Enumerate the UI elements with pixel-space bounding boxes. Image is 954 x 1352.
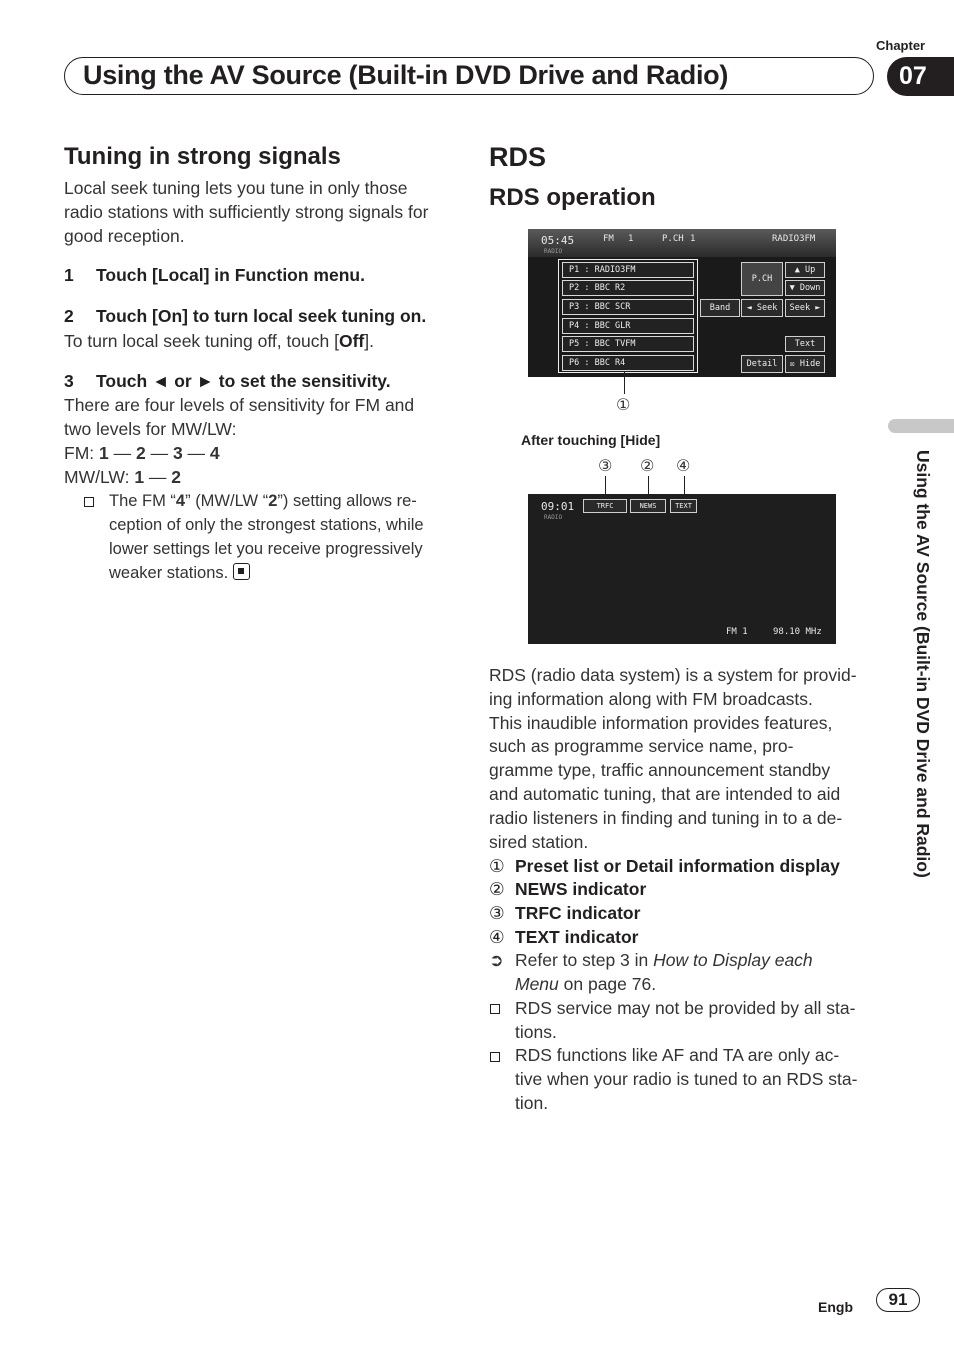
note-line2: ception of only the strongest stations, while <box>109 516 424 534</box>
arrow-icon: ➲ <box>489 950 504 970</box>
text-indicator: TEXT <box>670 499 697 513</box>
step-number: 1 <box>64 265 74 285</box>
level: 2 <box>135 443 146 463</box>
rds-note1-line1: RDS service may not be provided by all sta- <box>515 998 856 1018</box>
step-2-body <box>64 329 374 353</box>
side-tab-title: Using the AV Source (Built-in DVD Drive and Radio) <box>913 450 933 878</box>
legend-mark: ④ <box>489 927 505 947</box>
step-text: Touch [Local] in Function menu. <box>96 265 365 285</box>
level: 3 <box>172 443 183 463</box>
dash: — <box>108 443 136 463</box>
note-line4 <box>109 561 250 585</box>
rds-note2-line2: tive when your radio is tuned to an RDS sta- <box>515 1069 858 1089</box>
mwlw-label: MW/LW: <box>64 467 135 487</box>
preset-row[interactable]: P4 : BBC GLR <box>562 318 694 334</box>
rds-note1-line2: tions. <box>515 1022 557 1042</box>
step-3 <box>64 371 391 392</box>
screen2-source-label: RADIO <box>544 514 563 521</box>
chapter-number-badge: 07 <box>887 57 954 96</box>
screen-pch-label: P.CH <box>662 234 684 244</box>
note-checkbox-icon <box>490 1049 500 1067</box>
fm-label: FM: <box>64 443 99 463</box>
rds-para-line: This inaudible information provides features, <box>489 713 833 733</box>
side-tab-marker <box>888 419 954 433</box>
callout-3: ③ <box>598 458 613 475</box>
text-button[interactable]: Text <box>785 336 825 352</box>
end-mark-icon <box>233 563 250 580</box>
page-title-box <box>64 57 874 95</box>
trfc-indicator: TRFC <box>583 499 627 513</box>
preset-row[interactable]: P2 : BBC R2 <box>562 280 694 296</box>
screen2-frequency: 98.10 MHz <box>773 627 822 637</box>
rds-note2-line1: RDS functions like AF and TA are only ac- <box>515 1045 840 1065</box>
language-label: Engb <box>818 1299 853 1315</box>
screen-band-num: 1 <box>628 234 634 244</box>
legend-mark: ③ <box>489 903 505 923</box>
step-number: 3 <box>64 371 74 391</box>
rds-para-line: and automatic tuning, that are intended to aid <box>489 784 841 804</box>
level: 4 <box>209 443 220 463</box>
level: 4 <box>175 492 186 510</box>
callout-2: ② <box>640 458 655 475</box>
text-run: The FM “ <box>109 492 176 510</box>
text-run: ”) setting allows re- <box>277 492 417 510</box>
level: 2 <box>171 467 182 487</box>
legend-text: TEXT indicator <box>515 927 639 947</box>
reference-title: How to Display each <box>653 950 813 970</box>
note-line3: lower settings let you receive progressively <box>109 540 423 558</box>
hide-button[interactable]: ☒ Hide <box>785 355 825 373</box>
up-button[interactable]: ▲ Up <box>785 262 825 278</box>
dash: — <box>145 443 173 463</box>
screen2-clock: 09:01 <box>541 500 575 513</box>
level: 2 <box>268 492 278 510</box>
rds-screen-hidden <box>528 494 836 644</box>
preset-row[interactable]: P1 : RADIO3FM <box>562 262 694 278</box>
after-touching-label: After touching [Hide] <box>521 432 661 448</box>
rds-para-line: such as programme service name, pro- <box>489 736 794 756</box>
rds-para-line: gramme type, traffic announcement standby <box>489 760 831 780</box>
level: 1 <box>99 443 109 463</box>
rds-para-line: RDS (radio data system) is a system for provid- <box>489 665 857 685</box>
preset-row[interactable]: P3 : BBC SCR <box>562 299 694 315</box>
step-1 <box>64 265 365 286</box>
news-indicator: NEWS <box>630 499 666 513</box>
fm-levels <box>64 441 220 465</box>
chapter-label: Chapter <box>876 38 926 53</box>
dash: — <box>182 443 210 463</box>
text-run: Refer to step 3 in <box>515 950 654 970</box>
step-text: Touch ◄ or ► to set the sensitivity. <box>96 371 391 391</box>
step-3-body-line1: There are four levels of sensitivity for FM and <box>64 395 415 415</box>
dash: — <box>144 467 172 487</box>
callout-4: ④ <box>676 458 691 475</box>
screen-pch-num: 1 <box>690 234 696 244</box>
seek-right-button[interactable]: Seek ► <box>785 299 825 317</box>
pch-button[interactable]: P.CH <box>741 262 783 296</box>
legend-mark: ① <box>489 856 505 876</box>
mwlw-levels <box>64 465 181 489</box>
preset-row[interactable]: P6 : BBC R4 <box>562 355 694 371</box>
seek-left-button[interactable]: ◄ Seek <box>741 299 783 317</box>
screen-band: FM <box>603 234 614 244</box>
screen-source-label: RADIO <box>544 248 563 255</box>
band-button[interactable]: Band <box>700 299 740 317</box>
step-3-body-line2: two levels for MW/LW: <box>64 419 237 439</box>
reference-title: Menu <box>515 974 559 994</box>
detail-button[interactable]: Detail <box>741 355 783 373</box>
rds-para-line: ing information along with FM broadcasts. <box>489 689 813 709</box>
step-text: Touch [On] to turn local seek tuning on. <box>96 306 427 326</box>
step-number: 2 <box>64 306 74 326</box>
callout-1: ① <box>616 397 631 414</box>
legend-text: Preset list or Detail information display <box>515 856 840 876</box>
note-line1 <box>109 489 417 513</box>
level: 1 <box>134 467 145 487</box>
text-run: on page 76. <box>558 974 657 994</box>
legend-mark: ② <box>489 879 505 899</box>
screen-station-name: RADIO3FM <box>772 234 816 244</box>
legend-text: TRFC indicator <box>515 903 641 923</box>
rds-note2-line3: tion. <box>515 1093 549 1113</box>
note-checkbox-icon <box>84 494 94 512</box>
text-run: To turn local seek tuning off, touch [ <box>64 331 339 351</box>
screen2-band: FM 1 <box>726 627 748 637</box>
page-number: 91 <box>876 1288 920 1312</box>
text-run: ]. <box>364 331 374 351</box>
step-2 <box>64 306 426 327</box>
rds-para-line: radio listeners in finding and tuning in to a de- <box>489 808 843 828</box>
preset-row[interactable]: P5 : BBC TVFM <box>562 336 694 352</box>
text-run: ” (MW/LW “ <box>185 492 269 510</box>
off-label: Off <box>338 331 365 351</box>
down-button[interactable]: ▼ Down <box>785 280 825 296</box>
subheading-rds-operation: RDS operation <box>489 184 656 211</box>
callout-line <box>624 372 625 394</box>
rds-para-line: sired station. <box>489 832 589 852</box>
section-heading-strong-signals: Tuning in strong signals <box>64 143 341 170</box>
intro-paragraph: Local seek tuning lets you tune in only those radio stations with sufficiently strong signals for good reception. <box>64 178 429 246</box>
legend-text: NEWS indicator <box>515 879 647 899</box>
text-run: weaker stations. <box>109 564 229 582</box>
page-title: Using the AV Source (Built-in DVD Drive and Radio) <box>83 60 729 90</box>
note-checkbox-icon <box>490 1001 500 1019</box>
section-heading-rds: RDS <box>489 142 547 172</box>
screen-clock: 05:45 <box>541 234 575 247</box>
